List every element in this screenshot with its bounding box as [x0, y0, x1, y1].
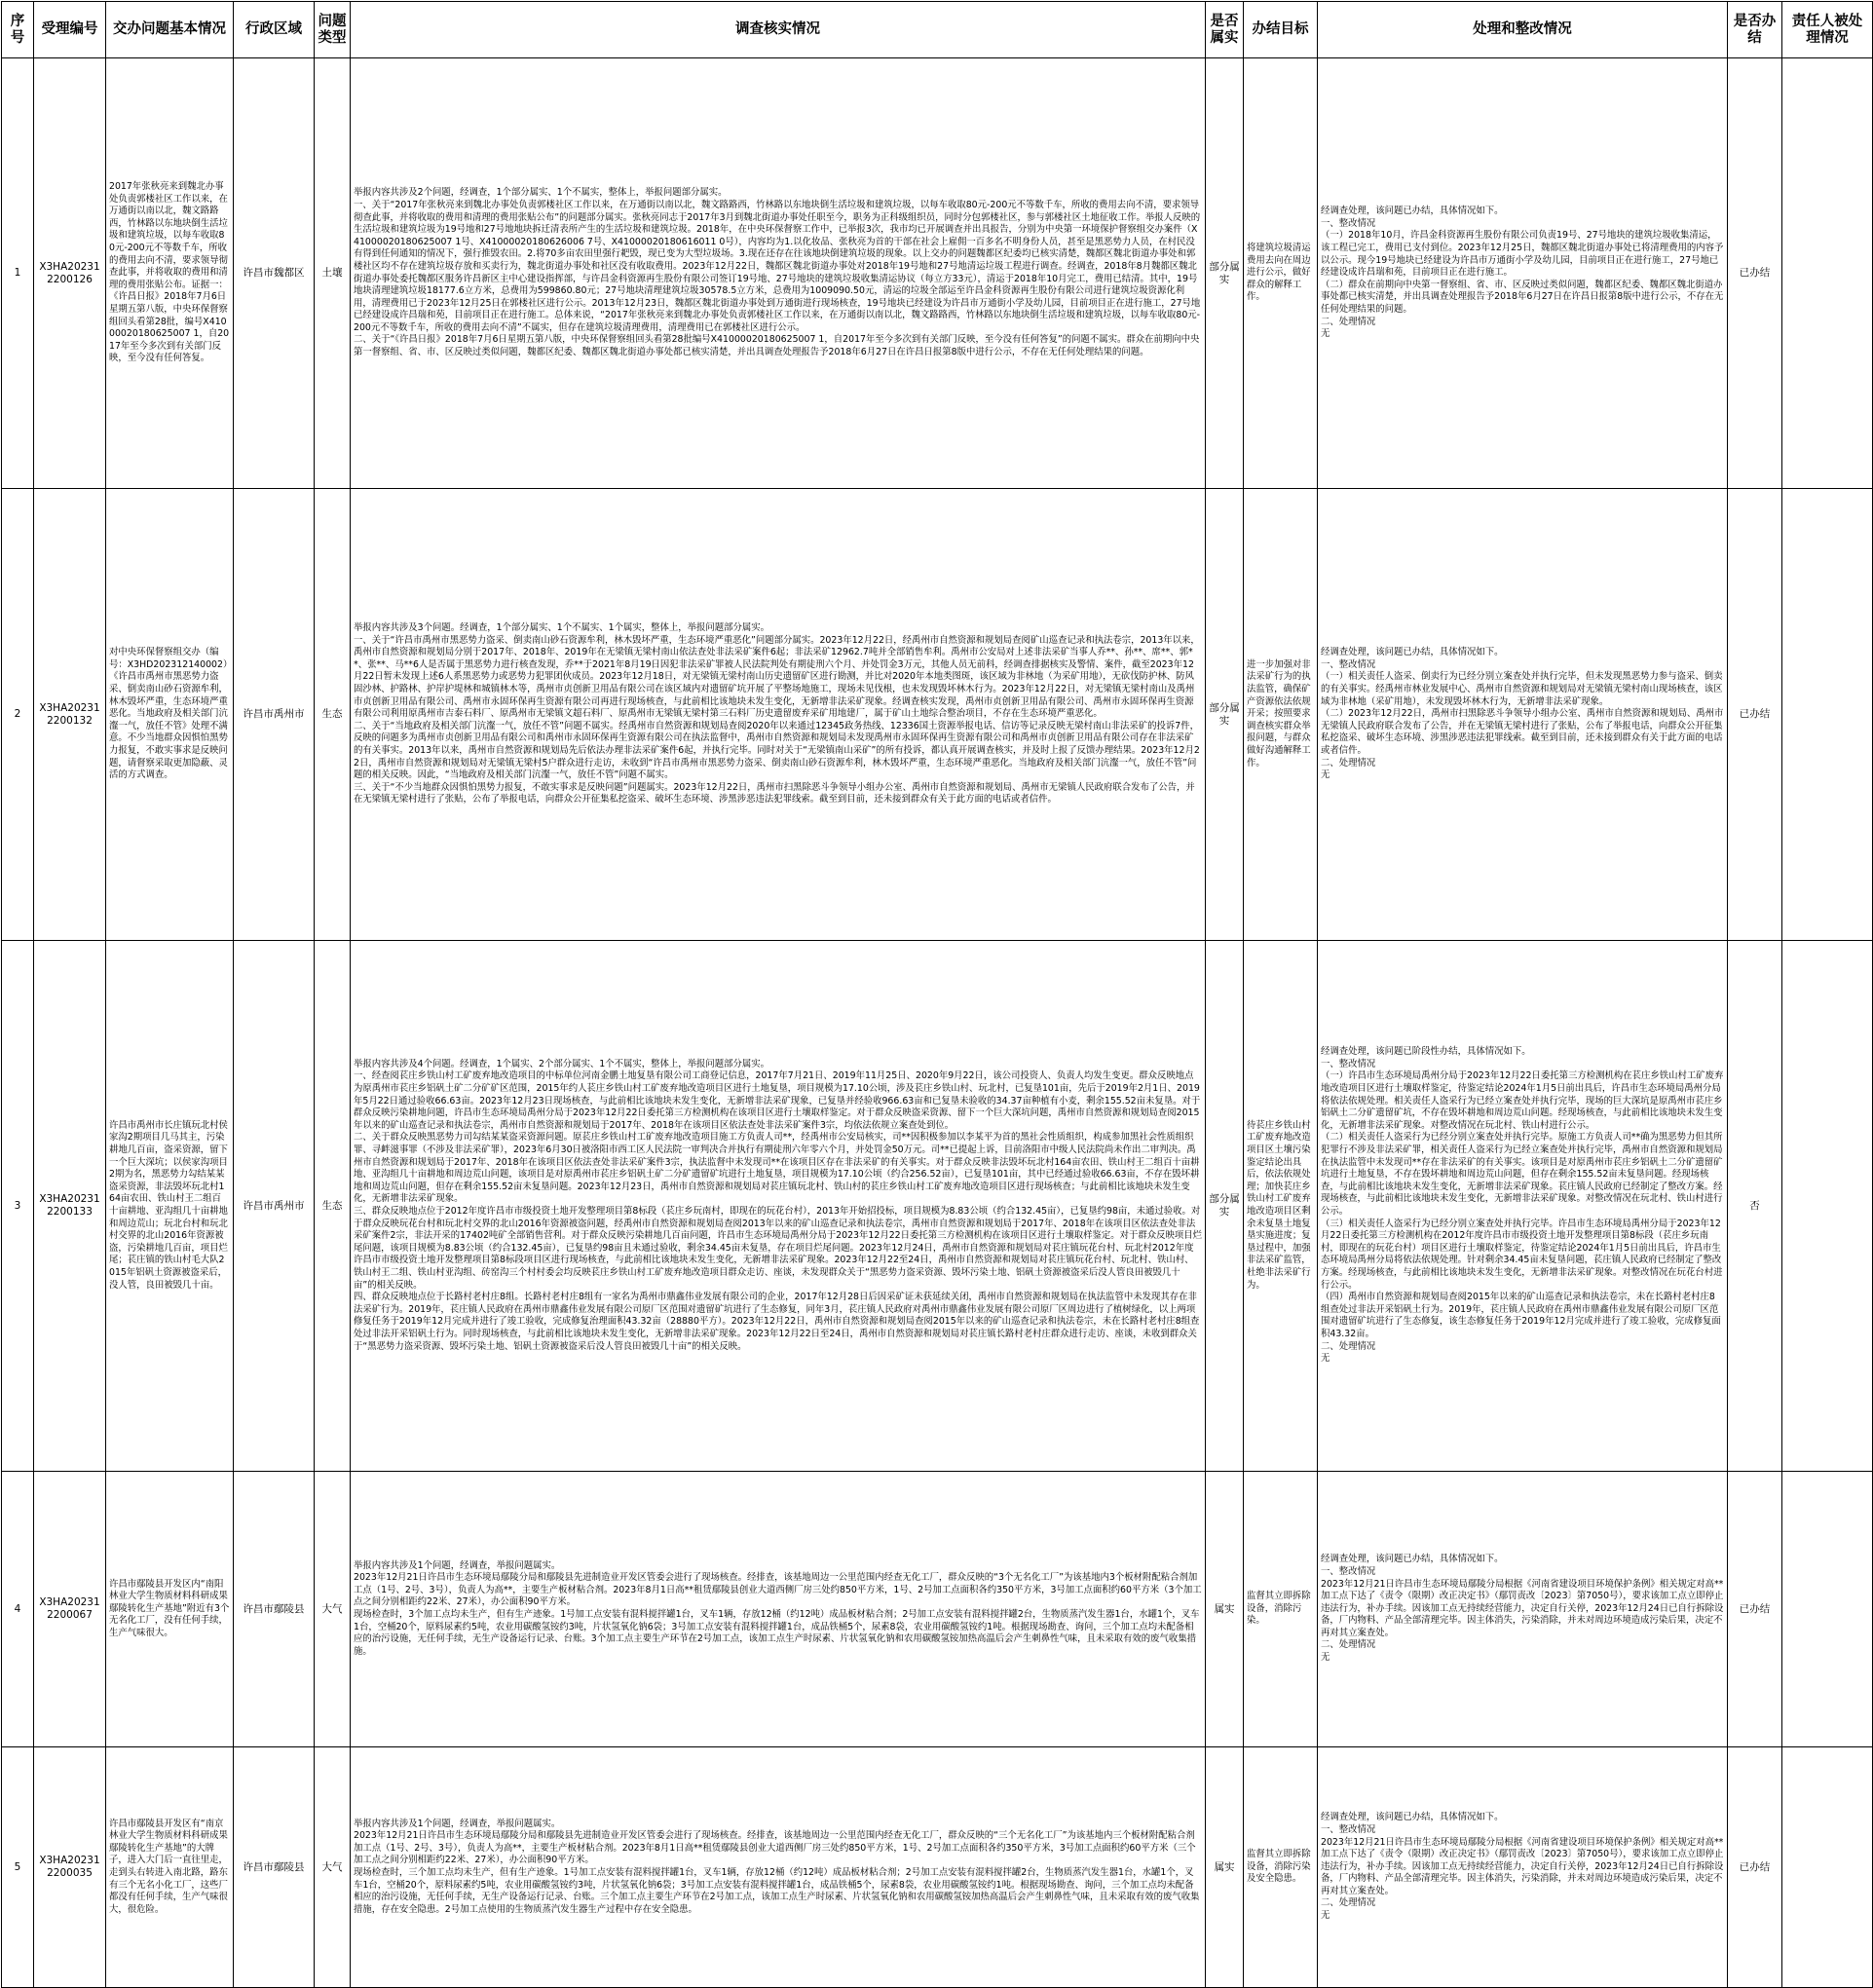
cell-id: X3HA202312200067: [34, 1472, 106, 1747]
header-handling: 处理和整改情况: [1318, 2, 1728, 58]
cell-problem: 对中央环保督察组交办（编号：X3HD202312140002）《许昌市禹州市黑恶势力盗采、倒卖南山砂石资源牟利，林木毁坏严重，生态环境严重恶化。当地政府及相关部门沆瀣一气，放任不管》处理不满意。不少当地群众因惧怕黑势力报复，不敢实事求是反映问题，请督察采取更加隐蔽、灵活的方式调查。: [106, 489, 234, 941]
cell-id: X3HA202312200035: [34, 1747, 106, 1988]
cell-done: 已办结: [1728, 1747, 1782, 1988]
header-goal: 办结目标: [1244, 2, 1318, 58]
cell-accountability: [1782, 489, 1873, 941]
cell-done: 已办结: [1728, 58, 1782, 489]
cell-accountability: [1782, 1472, 1873, 1747]
cell-investigation: 举报内容共涉及2个问题，经调查，1个部分属实、1个不属实，整体上，举报问题部分属实。 一、关于“2017年张秋亮来到魏北办事处负责郭楼社区工作以来，在万通街以南以北，魏文路路西，竹林路以东地块倒生活垃圾和建筑垃圾，以每车收取80元-200元不等数千车，所收的费用去向不清，要求领导彻查此事，并将收取的费用和清理的费用张贴公布”的问题部分属实。张秋亮同志于2017年3月到魏北街道办事处任职至今，职务为正科级组织员，同时分包郭楼社区，参与郭楼社区土地征收工作。举报人反映的生活垃圾和建筑垃圾为19号地和27号地地块拆迁清表所产生的生活垃圾和建筑垃圾。2018年，在中央环保督察工作中，已举报3次，我市均已开展调查并出具报告，分别为中央第一环境保护督察组交办案件（X41000020180625007 1号、X41000020180626006 7号、X41000020180616011 0号），内容均为1.以化妆品、张秋亮为首的干部在社会上雇佣一百多名不明身份人员，甚至是黑恶势力人员，在村民没有得到任何通知的情况下，强行推毁农田。2.将70多亩农田里强行耙毁，现已变为大型垃圾场。3.现在还存在往该地块倒建筑垃圾的现象。以上交办的问题魏都区纪委均已核实清楚，魏都区魏北街道办事处和郭楼社区均不存在建筑垃圾存放和买卖行为，魏北街道办事处和社区没有收取费用。2023年12月22日，魏都区魏北街道办事处对2018年19号地和27号地清运垃圾工程进行调查。经调查，2018年8月魏都区魏北街道办事处委托魏都区服务许昌新区主中心建设指挥部，与许昌金科资源再生股份有限公司签订19号地、27号地块的建筑垃圾收集清运协议（每立方33元），清运于2018年10月完工，费用已结清。其中，19号地块清理建筑垃圾18177.6立方米，总费用为599860.80元；27号地块清理建筑垃圾30578.5立方米，总费用为1009090.50元，清运的垃圾全部运至许昌金科资源再生股份有限公司进行建筑垃圾资源化利用，清理费用已于2023年12月25日在郭楼社区进行公示。2013年12月23日，魏都区魏北街道办事处到万通街进行现场核查，19号地块已经建设为许昌市万通街小学及幼儿园，目前项目正在进行施工，27号地已经建设成许昌瑞和苑，目前项目正在进行施工。总体来说，“2017年张秋亮来到魏北办事处负责郭楼社区工作以来，在万通街以南以北，魏文路路西，竹林路以东地块倒生活垃圾和建筑垃圾，以每车收取80元-200元不等数千车，所收的费用去向不清”不属实，但存在建筑垃圾清理费用，清理费用已在郭楼社区进行公示。 二、关于“《许昌日报》2018年7月6日星期五第八版，中央环保督察组回头看第28批编号X41000020180625007 1，自2017年至今多次到有关部门反映，至今没有任何答复”的问题不属实。群众在前期向中央第一督察组、省、市、区反映过类似问题，魏都区纪委、魏都区魏北街道办事处都已核实清楚，并出具调查处理报告予2018年6月27日在许昌日报第8版中进行公示，不存在无任何处理结果的问题。: [351, 58, 1206, 489]
cell-region: 许昌市鄢陵县: [234, 1747, 315, 1988]
cell-id: X3HA202312200133: [34, 941, 106, 1472]
cell-done: 否: [1728, 941, 1782, 1472]
cell-id: X3HA202312200126: [34, 58, 106, 489]
header-is-true: 是否属实: [1206, 2, 1244, 58]
cell-done: 已办结: [1728, 489, 1782, 941]
cell-no: 1: [2, 58, 34, 489]
cell-is-true: 部分属实: [1206, 489, 1244, 941]
header-accountability: 责任人被处理情况: [1782, 2, 1873, 58]
cell-is-true: 属实: [1206, 1747, 1244, 1988]
cell-type: 生态: [315, 489, 351, 941]
cell-goal: 待苌庄乡铁山村工矿废弃地改造项目区土壤污染鉴定结论出具后，依法依规处理；加快苌庄乡铁山村工矿废弃地改造项目区剩余未复垦土地复垦实施进度；复垦过程中，加强非法采矿监管，杜绝非法采矿行为。: [1244, 941, 1318, 1472]
cell-is-true: 部分属实: [1206, 941, 1244, 1472]
table-row: [2, 58, 1873, 489]
cell-problem: 2017年张秋亮来到魏北办事处负责郭楼社区工作以来，在万通街以南以北，魏文路路西，竹林路以东地块倒生活垃圾和建筑垃圾，以每车收取80元-200元不等数千车，所收的费用去向不清，要求领导彻查此事，并将收取的费用和清理的费用张贴公布。证据一：《许昌日报》2018年7月6日星期五第八版，中央环保督察组回头看第28批，编号X41000020180625007 1，自2017年至今多次到有关部门反映，至今没有任何答复。: [106, 58, 234, 489]
header-done: 是否办结: [1728, 2, 1782, 58]
cell-region: 许昌市禹州市: [234, 489, 315, 941]
cell-handling: 经调查处理，该问题已办结，具体情况如下。 一、整改情况 2023年12月21日许昌市生态环境局鄢陵分局根据《河南省建设项目环境保护条例》相关规定对高**加工点下达了《责令（限期）改正决定书》（鄢罚责改〔2023〕第7050号），要求该加工点立即停止违法行为，补办手续。因该加工点无持续经营能力，决定自行关停，2023年12月24日已自行拆除设备，厂内物料、产品全部清理完毕。因主体消失，污染消除，并未对周边环境造成污染后果，决定不再对其立案查处。 二、处理情况 无: [1318, 1747, 1728, 1988]
cell-no: 5: [2, 1747, 34, 1988]
cell-goal: 进一步加强对非法采矿行为的执法监管，确保矿产资源依法依规开采；按照要求调查核实群众举报问题，与群众做好沟通解释工作。: [1244, 489, 1318, 941]
cell-no: 3: [2, 941, 34, 1472]
cell-is-true: 属实: [1206, 1472, 1244, 1747]
cell-handling: 经调查处理，该问题已办结，具体情况如下。 一、整改情况 （一）2018年10月，许昌金科资源再生股份有限公司负责19号、27号地块的建筑垃圾收集清运，该工程已完工，费用已支付到位。2023年12月25日，魏都区魏北街道办事处已将清理费用的内容予以公示。现今19号地块已经建设为许昌市万通街小学及幼儿园，目前项目正在进行施工，27号地已经建设成许昌瑞和苑，目前项目正在进行施工。 （二）群众在前期向中央第一督察组、省、市、区反映过类似问题，魏都区纪委、魏都区魏北街道办事处都已核实清楚，并出具调查处理报告予2018年6月27日在许昌日报第8版中进行公示，不存在无任何处理结果的问题。 二、处理情况 无: [1318, 58, 1728, 489]
cell-region: 许昌市禹州市: [234, 941, 315, 1472]
cell-accountability: [1782, 941, 1873, 1472]
cell-investigation: 举报内容共涉及4个问题。经调查，1个属实、2个部分属实、1个不属实，整体上，举报问题部分属实。 一、经查阅苌庄乡铁山村工矿废弃地改造项目的中标单位河南金鹏土地复垦有限公司工商登记信息，2017年7月21日、2019年11月25日、2020年9月22日，该公司投资人、负责人均发生变更。群众反映地点为原禹州市苌庄乡铝矾土矿二分矿矿区范围，2015年约人苌庄乡铁山村工矿废弃地改造项目区进行土地复垦，项目规模为17.10公顷，涉及苌庄乡铁山村、玩北村，已复垦101亩，先后于2019年2月1日、2019年5月22日通过验收66.63亩。2023年12月23日现场核查，与此前相比该地块未发生变化，无新增非法采矿现象，已复垦并经验收966.63亩和已复垦未验收的34.37亩种植有小麦，剩余155.52亩未复垦。对于群众反映污染耕地问题，许昌市生态环境局禹州分局于2023年12月22日委托第三方检测机构在该项目区进行土壤取样鉴定。对于群众反映盗采资源、留下一个巨大深坑问题，禹州市自然资源和规划局查阅2015年以来的矿山巡查记录和执法卷宗，禹州市自然资源和规划局于2017年、2018年在该项目区依法查处非法采矿案件3宗，均依法依规立案查处到位。 二、关于群众反映黑恶势力司勾结某某盗采资源问题。原苌庄乡铁山村工矿废弃地改造项目施工方负责人司**，经禹州市公安局核实，司**因积极参加以李某平为首的黑社会性质组织，构成参加黑社会性质组织罪、寻衅滋事罪（不涉及非法采矿罪），2023年6月30日被洛阳市西工区人民法院一审判决合并执行有期徒刑六年零六个月，并处罚金50万元。司**已提起上诉，目前洛阳市中级人民法院尚未作出二审判决。禹州市自然资源和规划局于2017年、2018年在该项目区依法查处非法采矿案件3宗，执法监督中未发现司**在该项目区存在非法采矿的有关事实。对于群众反映非法毁坏玩北村164亩农田、铁山村王二组百十亩耕地、亚沟组几十亩耕地和周边荒山问题，该项目是对原禹州市苌庄乡铝矾土矿二分矿遗留矿坑进行土地复垦，项目规模为17.10公顷（约合256.52亩），已复垦101亩，其中已经通过验收66.63亩，不存在毁坏耕地和周边荒山问题，但存在剩余155.52亩未复垦问题。2023年12月23日，禹州市自然资源和规划局对苌庄镇玩北村、铁山村的苌庄乡铁山村工矿废弃地改造项目区进行现场核查；与此前相比该地块未发生变化，无新增非法采矿现象。 三、群众反映地点位于2012年度许昌市市级投资土地开发整理项目第8标段（苌庄乡玩南村，即现在的玩花台村），2013年开始招投标，项目规模为8.83公顷（约合132.45亩），已复垦约98亩，未通过验收。对于群众反映玩花台村和玩北村交界的北山2016年资源被盗问题，经禹州市自然资源和规划局查阅2013年以来的矿山巡查记录和执法卷宗，禹州市自然资源和规划局于2017年、2018年在该项目区依法查处非法采矿案件2宗，非法开采的17402吨矿全部销售营利。对于群众反映污染耕地几百亩问题，许昌市生态环境局禹州分局于2023年12月22日委托第三方检测机构在该项目区进行土壤取样鉴定。对于群众反映项目烂尾问题，该项目规模为8.83公顷（约合132.45亩），已复垦约98亩且未通过验收，剩余34.45亩未复垦，存在项目烂尾问题。2023年12月24日，禹州市自然资源和规划局对苌庄镇玩花台村、玩北村2012年度许昌市市级投资土地开发整理项目第8标段项目区进行现场核查，与此前相比该地块未发生变化，无新增非法采矿现象。2023年12月22至24日，禹州市自然资源和规划局对苌庄镇玩花台村、玩北村、铁山村、铁山村王二组、铁山村亚沟组、砖窑沟三个村村委会均反映苌庄乡铁山村工矿废弃地改造项目群众走访、座谈，未发现群众关于“黑恶势力盗采资源、毁坏污染土地、铝矾土资源被盗采后没人管良田被毁几十亩”的相关反映。 四、群众反映地点位于长路村老村庄8组。长路村老村庄8组有一家名为禹州市鼎鑫伟业发展有限公司的企业，2017年12月28日后因采矿证未获延续关闭，禹州市自然资源和规划局在执法监管中未发现其存在非法采矿行为。2019年，苌庄镇人民政府在禹州市鼎鑫伟业发展有限公司原厂区范围对遗留矿坑进行了生态修复，同年3月，苌庄镇人民政府对禹州市鼎鑫伟业发展有限公司原厂区周边进行了植树绿化，以上两项修复任务于2019年12月完成并进行了竣工验收，完成修复治理面积43.32亩（28880平方）。2023年12月22日，禹州市自然资源和规划局查阅2015年以来的矿山巡查记录和执法卷宗，未在长路村老村庄8组查处过非法开采铝矾土行为。同时现场核查，与此前相比该地块未发生变化，无新增非法采矿现象。2023年12月22日至24日，禹州市自然资源和规划局对苌庄镇长路村老村庄群众进行走访、座谈，未收到群众关于“黑恶势力盗采资源、毁坏污染土地、铝矾土资源被盗采后没人管良田被毁几十亩”的相关反映。: [351, 941, 1206, 1472]
table-row: [2, 489, 1873, 941]
header-no: 序号: [2, 2, 34, 58]
table-row: [2, 941, 1873, 1472]
cell-region: 许昌市鄢陵县: [234, 1472, 315, 1747]
cell-type: 大气: [315, 1472, 351, 1747]
cell-problem: 许昌市禹州市长庄镇玩北村侯家沟2期项目几马其主，污染耕地几百亩，盗采资源，留下一个巨大深坑；以侯家沟项目2期为名，黑恶势力勾结某某盗采资源，非法毁坏玩北村164亩农田、铁山村王二组百十亩耕地、亚沟组几十亩耕地和周边荒山；玩北台村和玩北村交界的北山2016年资源被盗，污染耕地几百亩，项目烂尾；苌庄镇的铁山村毛大队2015年铝矾土资源被盗采后，没人管，良田被毁几十亩。: [106, 941, 234, 1472]
cell-id: X3HA202312200132: [34, 489, 106, 941]
header-row: [2, 2, 1873, 58]
cell-region: 许昌市魏都区: [234, 58, 315, 489]
header-problem: 交办问题基本情况: [106, 2, 234, 58]
cell-is-true: 部分属实: [1206, 58, 1244, 489]
cell-handling: 经调查处理，该问题已阶段性办结，具体情况如下。 一、整改情况 （一）许昌市生态环境局禹州分局于2023年12月22日委托第三方检测机构在苌庄乡铁山村工矿废弃地改造项目区进行土壤取样鉴定，待鉴定结论2024年1月5日前出具后，许昌市生态环境局禹州分局将依法依规处理。相关责任人盗采行为已经立案查处并执行完毕，现场的巨大深坑是原禹州市苌庄乡铝矾土二分矿遗留矿坑，不存在毁坏耕地和周边荒山问题。经现场核查，与此前相比该地块未发生变化，无新增非法采矿现象。对整改情况在玩北村、铁山村进行公示。 （二）相关责任人盗采行为已经分别立案查处并执行完毕。原施工方负责人司**确为黑恶势力但其所犯罪行不涉及非法采矿罪，相关责任人盗采行为已经立案查处并执行完毕，禹州市自然资源和规划局在执法监管中未发现司**存在非法采矿的有关事实。该项目是对原禹州市苌庄乡铝矾土二分矿遗留矿坑进行土地复垦，不存在毁坏耕地和周边荒山问题，但存在剩余155.52亩未复垦问题。经现场核查，与此前相比该地块未发生变化，无新增非法采矿现象。苌庄镇人民政府已经制定了整改方案。经现场核查，与此前相比该地块未发生变化，无新增非法采矿现象。对整改情况在玩北村、铁山村进行公示。 （三）相关责任人盗采行为已经分别立案查处并执行完毕。许昌市生态环境局禹州分局于2023年12月22日委托第三方检测机构在2012年度许昌市市级投资土地开发整理项目第8标段（苌庄乡玩南村，即现在的玩花台村）项目区进行土壤取样鉴定，待鉴定结论2024年1月5日前出具后，许昌市生态环境局禹州分局将依法依规处理。针对剩余34.45亩未复垦问题，苌庄镇人民政府已经制定了整改方案。经现场核查，与此前相比该地块未发生变化，无新增非法采矿现象。对整改情况在玩花台村进行公示。 （四）禹州市自然资源和规划局查阅2015年以来的矿山巡查记录和执法卷宗，未在长路村老村庄8组查处过非法开采铝矾土行为。2019年，苌庄镇人民政府在禹州市鼎鑫伟业发展有限公司原厂区范围对遗留矿坑进行了生态修复，该生态修复任务于2019年12月完成并进行了竣工验收，完成修复面积43.32亩。 二、处理情况 无: [1318, 941, 1728, 1472]
cell-done: 已办结: [1728, 1472, 1782, 1747]
header-investigation: 调查核实情况: [351, 2, 1206, 58]
cell-handling: 经调查处理，该问题已办结，具体情况如下。 一、整改情况 （一）相关责任人盗采、倒卖行为已经分别立案查处并执行完毕，但未发现黑恶势力参与盗采、倒卖的有关事实。经禹州市林业发展中心、禹州市自然资源和规划局对无梁镇无梁村南山现场核查，该区域为非林地（采矿用地），未发现毁坏林木行为，无新增非法采矿现象。 （二）2023年12月22日，禹州市扫黑除恶斗争领导小组办公室、禹州市自然资源和规划局、禹州市无梁镇人民政府联合发布了公告，并在无梁镇无梁村进行了张贴，公布了举报电话，向群众公开征集私挖盗采、破坏生态环境、涉黑涉恶违法犯罪线索。截至到目前，还未接到群众有关于此方面的电话或者信件。 二、处理情况 无: [1318, 489, 1728, 941]
table-row: [2, 1472, 1873, 1747]
cell-accountability: [1782, 1747, 1873, 1988]
cell-goal: 监督其立即拆除设备，消除污染。: [1244, 1472, 1318, 1747]
cell-investigation: 举报内容共涉及1个问题，经调查，举报问题属实。 2023年12月21日许昌市生态环境局鄢陵分局和鄢陵县先进制造业开发区管委会进行了现场核查。经排查，该基地周边一公里范围内经查无化工厂，群众反映的“3个无名化工厂”为该基地内3个板材附配粘合剂加工点（1号、2号、3号），负责人为高**，主要生产板材粘合剂。2023年8月1日高**租赁鄢陵县创业大道西侧厂房三处约850平方米，1号、2号加工点面积各约350平方米，3号加工点面积约60平方米（3个加工点之间分别相距约22米、27米），办公面积90平方米。 现场检查时，3个加工点均未生产，但有生产迹象。1号加工点安装有混料搅拌罐1台，叉车1辆，存放12桶（约12吨）成品板材粘合剂；2号加工点安装有混料搅拌罐2台，生物质蒸汽发生器1台，水罐1个，叉车1台，空桶20个，原料尿素约5吨，农业用碳酸氢铵约3吨，片状氢氧化钠6袋；3号加工点安装有混料搅拌罐1台，成品铁桶5个，尿素8袋，农业用碳酸氢铵约1吨。根据现场勘查、询问，三个加工点均未配备相应的治污设施，无任何手续，无生产设备运行记录、台账。3个加工点主要生产环节在2号加工点，该加工点生产时尿素、片状氢氧化钠和农用碳酸氢铵加热高温后会产生刺鼻性气味，且未采取有效的废气收集措施。: [351, 1472, 1206, 1747]
cell-investigation: 举报内容共涉及1个问题，经调查，举报问题属实。 2023年12月21日许昌市生态环境局鄢陵分局和鄢陵县先进制造业开发区管委会进行了现场核查。经排查，该基地周边一公里范围内经查无化工厂，群众反映的“三个无名化工厂”为该基地内三个板材附配粘合剂加工点（1号、2号、3号），负责人为高**，主要生产板材粘合剂。2023年8月1日高**租赁鄢陵县创业大道西侧厂房三处约850平方米，1号、2号加工点面积各约350平方米，3号加工点面积约60平方米（三个加工点之间分别相距约22米、27米），办公面积90平方米。 现场检查时，三个加工点均未生产，但有生产迹象。1号加工点安装有混料搅拌罐1台，叉车1辆，存放12桶（约12吨）成品板材粘合剂；2号加工点安装有混料搅拌罐2台，生物质蒸汽发生器1台，水罐1个，叉车1台，空桶20个，原料尿素约5吨，农业用碳酸氢铵约3吨，片状氢氧化钠6袋；3号加工点安装有混料搅拌罐1台，成品铁桶5个，尿素8袋，农业用碳酸氢铵约1吨。根据现场勘查、询问，三个加工点均未配备相应的治污设施，无任何手续，无生产设备运行记录、台账。三个加工点主要生产环节在2号加工点，该加工点生产时尿素、片状氢氧化钠和农用碳酸氢铵加热高温后会产生刺鼻性气味，且未采取有效的废气收集措施，存在安全隐患。2号加工点使用的生物质蒸汽发生器生产过程中存在安全隐患。: [351, 1747, 1206, 1988]
cell-goal: 监督其立即拆除设备，消除污染及安全隐患。: [1244, 1747, 1318, 1988]
header-region: 行政区域: [234, 2, 315, 58]
cell-investigation: 举报内容共涉及3个问题。经调查，1个部分属实、1个不属实、1个属实，整体上，举报问题部分属实。 一、关于“许昌市禹州市黑恶势力盗采、倒卖南山砂石资源牟利，林木毁坏严重，生态环境严重恶化”问题部分属实。2023年12月22日，经禹州市自然资源和规划局查阅矿山巡查记录和执法卷宗，2013年以来，禹州市自然资源和规划局分别于2017年、2018年、2019年在无梁镇无梁村南山依法查处非法采矿案件6起；非法采矿12962.7吨并全部销售牟利。禹州市公安局对上述非法采矿当事人乔**、孙**、席**、郭**、张**、马**6人是否属于黑恶势力进行核查发现，乔**于2021年8月19日因犯非法采矿罪被人民法院判处有期徒刑六个月、并处罚金3万元，其他人员无前科，经调查排据核实及警情、案件，截至2023年12月22日暂未发现上述6人系黑恶势力或恶势力犯罪团伙成员。2023年12月18日，对无梁镇无梁村南山历史遗留矿区进行勘测，并比对2020年本地类图斑，该区域为非林地（为采矿用地），无砍伐防护林、防风固沙林、护路林、护岸护堤林和城镇林木等，禹州市贞创新卫用品有限公司在该区域内对遗留矿坑开展了平整场地施工，现场未见伐根，也未发现毁坏林木行为。2023年12月22日，对无梁镇无梁村南山及禹州市贞创新卫用品有限公司、禹州市永固环保再生资源有限公司再进行现场核查，与此前相比该地块未发生变化，无新增非法采矿现象。经调查核实发现，禹州市贞创新卫用品有限公司、禹州市永固环保再生资源有限公司利用原禹州市吉泰石料厂、原禹州市无梁镇文超石料厂、原禹州市无梁镇无梁村第三石料厂历史遗留废弃采矿用地建厂，属于矿山土地综合整治项目，不存在生态环境严重恶化。 二、关于“当地政府及相关部门沆瀣一气，放任不管”问题不属实。经禹州市自然资源和规划局查阅2020年以来通过12345政务热线、12336国土资源举报电话、信访等记录反映无梁村南山非法采矿的投诉7件，反映的问题多为禹州市贞创新卫用品有限公司和禹州市永固环保再生资源有限公司在执法监督中，禹州市自然资源和规划局未发现禹州市永固环保再生资源有限公司和禹州市贞创新卫用品有限公司存在非法采矿的有关事实。2013年以来，禹州市自然资源和规划局先后依法办理非法采矿案件6起，并执行完毕。同时对关于“无梁镇南山采矿”的所有投诉，都认真开展调查核实，并及时上报了反馈办理结果。2023年12月22日，禹州市自然资源和规划局对无梁镇无梁村5户群众进行走访，未收到“许昌市禹州市黑恶势力盗采、倒卖南山砂石资源牟利，林木毁坏严重，生态环境严重恶化。当地政府及相关部门沆瀣一气，放任不管”问题的相关反映。因此，“当地政府及相关部门沆瀣一气，放任不管”问题不属实。 三、关于“不少当地群众因惧怕黑势力报复，不敢实事求是反映问题”问题属实。2023年12月22日，禹州市扫黑除恶斗争领导小组办公室、禹州市自然资源和规划局、禹州市无梁镇人民政府联合发布了公告，并在无梁镇无梁村进行了张贴，公布了举报电话，向群众公开征集私挖盗采、破坏生态环境、涉黑涉恶违法犯罪线索。截至到目前，还未接到群众有关于此方面的电话或者信件。: [351, 489, 1206, 941]
case-table: [1, 1, 1873, 1988]
cell-handling: 经调查处理，该问题已办结，具体情况如下。 一、整改情况 2023年12月21日许昌市生态环境局鄢陵分局根据《河南省建设项目环境保护条例》相关规定对高**加工点下达了《责令（限期）改正决定书》（鄢罚责改〔2023〕第7050号），要求该加工点立即停止违法行为，补办手续。因该加工点无持续经营能力，决定自行关停，2023年12月24日已自行拆除设备，厂内物料、产品全部清理完毕。因主体消失，污染消除，并未对周边环境造成污染后果，决定不再对其立案查处。 二、处理情况 无: [1318, 1472, 1728, 1747]
cell-problem: 许昌市鄢陵县开发区有“南京林业大学生物质材料科研成果鄢陵转化生产基地”的大牌子，进入大门后一直往里走，走到头右转进入南北路，路东有三个无名小化工厂，这些厂都没有任何手续，生产气味很大，很危险。: [106, 1747, 234, 1988]
table-row: [2, 1747, 1873, 1988]
cell-accountability: [1782, 58, 1873, 489]
cell-type: 生态: [315, 941, 351, 1472]
cell-goal: 将建筑垃圾清运费用去向在周边进行公示，做好群众的解释工作。: [1244, 58, 1318, 489]
header-id: 受理编号: [34, 2, 106, 58]
header-type: 问题类型: [315, 2, 351, 58]
cell-no: 2: [2, 489, 34, 941]
cell-type: 大气: [315, 1747, 351, 1988]
cell-type: 土壤: [315, 58, 351, 489]
cell-problem: 许昌市鄢陵县开发区内“南阳林业大学生物质材料科研成果鄢陵转化生产基地”附近有3个无名化工厂，没有任何手续，生产气味很大。: [106, 1472, 234, 1747]
cell-no: 4: [2, 1472, 34, 1747]
